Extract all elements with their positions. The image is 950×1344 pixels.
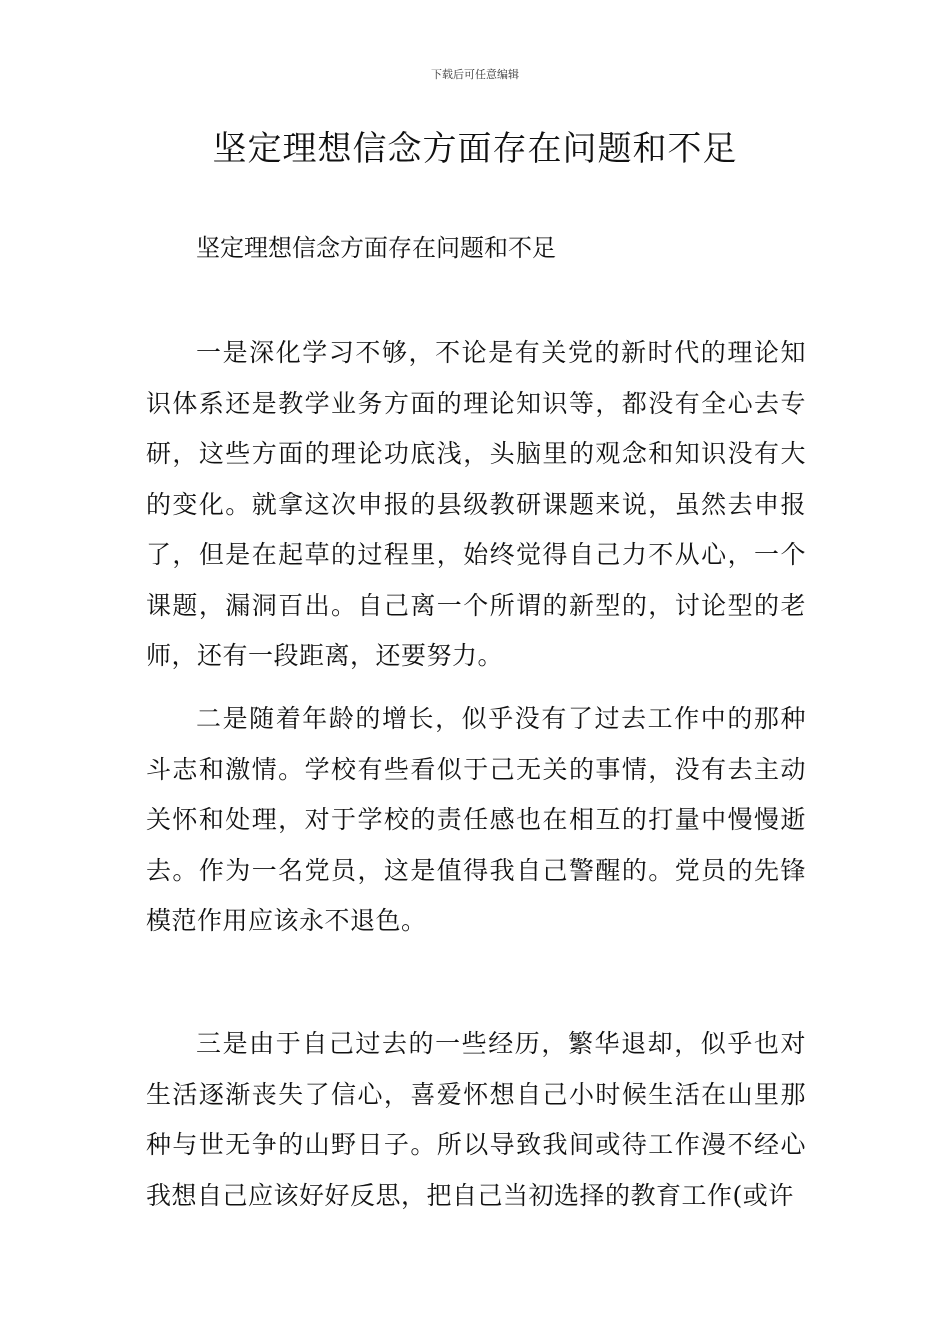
header-note: 下载后可任意编辑 <box>431 68 519 81</box>
paragraph-1: 一是深化学习不够，不论是有关党的新时代的理论知识体系还是教学业务方面的理论知识等，都没有全心去专研，这些方面的理论功底浅，头脑里的观念和知识没有大的变化。就拿这次申报的县级教研课题来说，虽然去申报了，但是在起草的过程里，始终觉得自己力不从心，一个课题，漏洞百出。自己离一个所谓的新型的，讨论型的老师，还有一段距离，还要努力。 <box>146 338 806 670</box>
paragraph-2: 二是随着年龄的增长，似乎没有了过去工作中的那种斗志和激情。学校有些看似于己无关的事情，没有去主动关怀和处理，对于学校的责任感也在相互的打量中慢慢逝去。作为一名党员，这是值得我自己警醒的。党员的先锋模范作用应该永不退色。 <box>146 704 806 935</box>
paragraph-3: 三是由于自己过去的一些经历，繁华退却，似乎也对生活逐渐丧失了信心，喜爱怀想自己小时候生活在山里那种与世无争的山野日子。所以导致我间或待工作漫不经心我想自己应该好好反思，把自己当初选择的教育工作(或许 <box>146 1029 806 1210</box>
document-subtitle: 坚定理想信念方面存在问题和不足 <box>196 234 556 262</box>
document-title: 坚定理想信念方面存在问题和不足 <box>212 129 738 169</box>
